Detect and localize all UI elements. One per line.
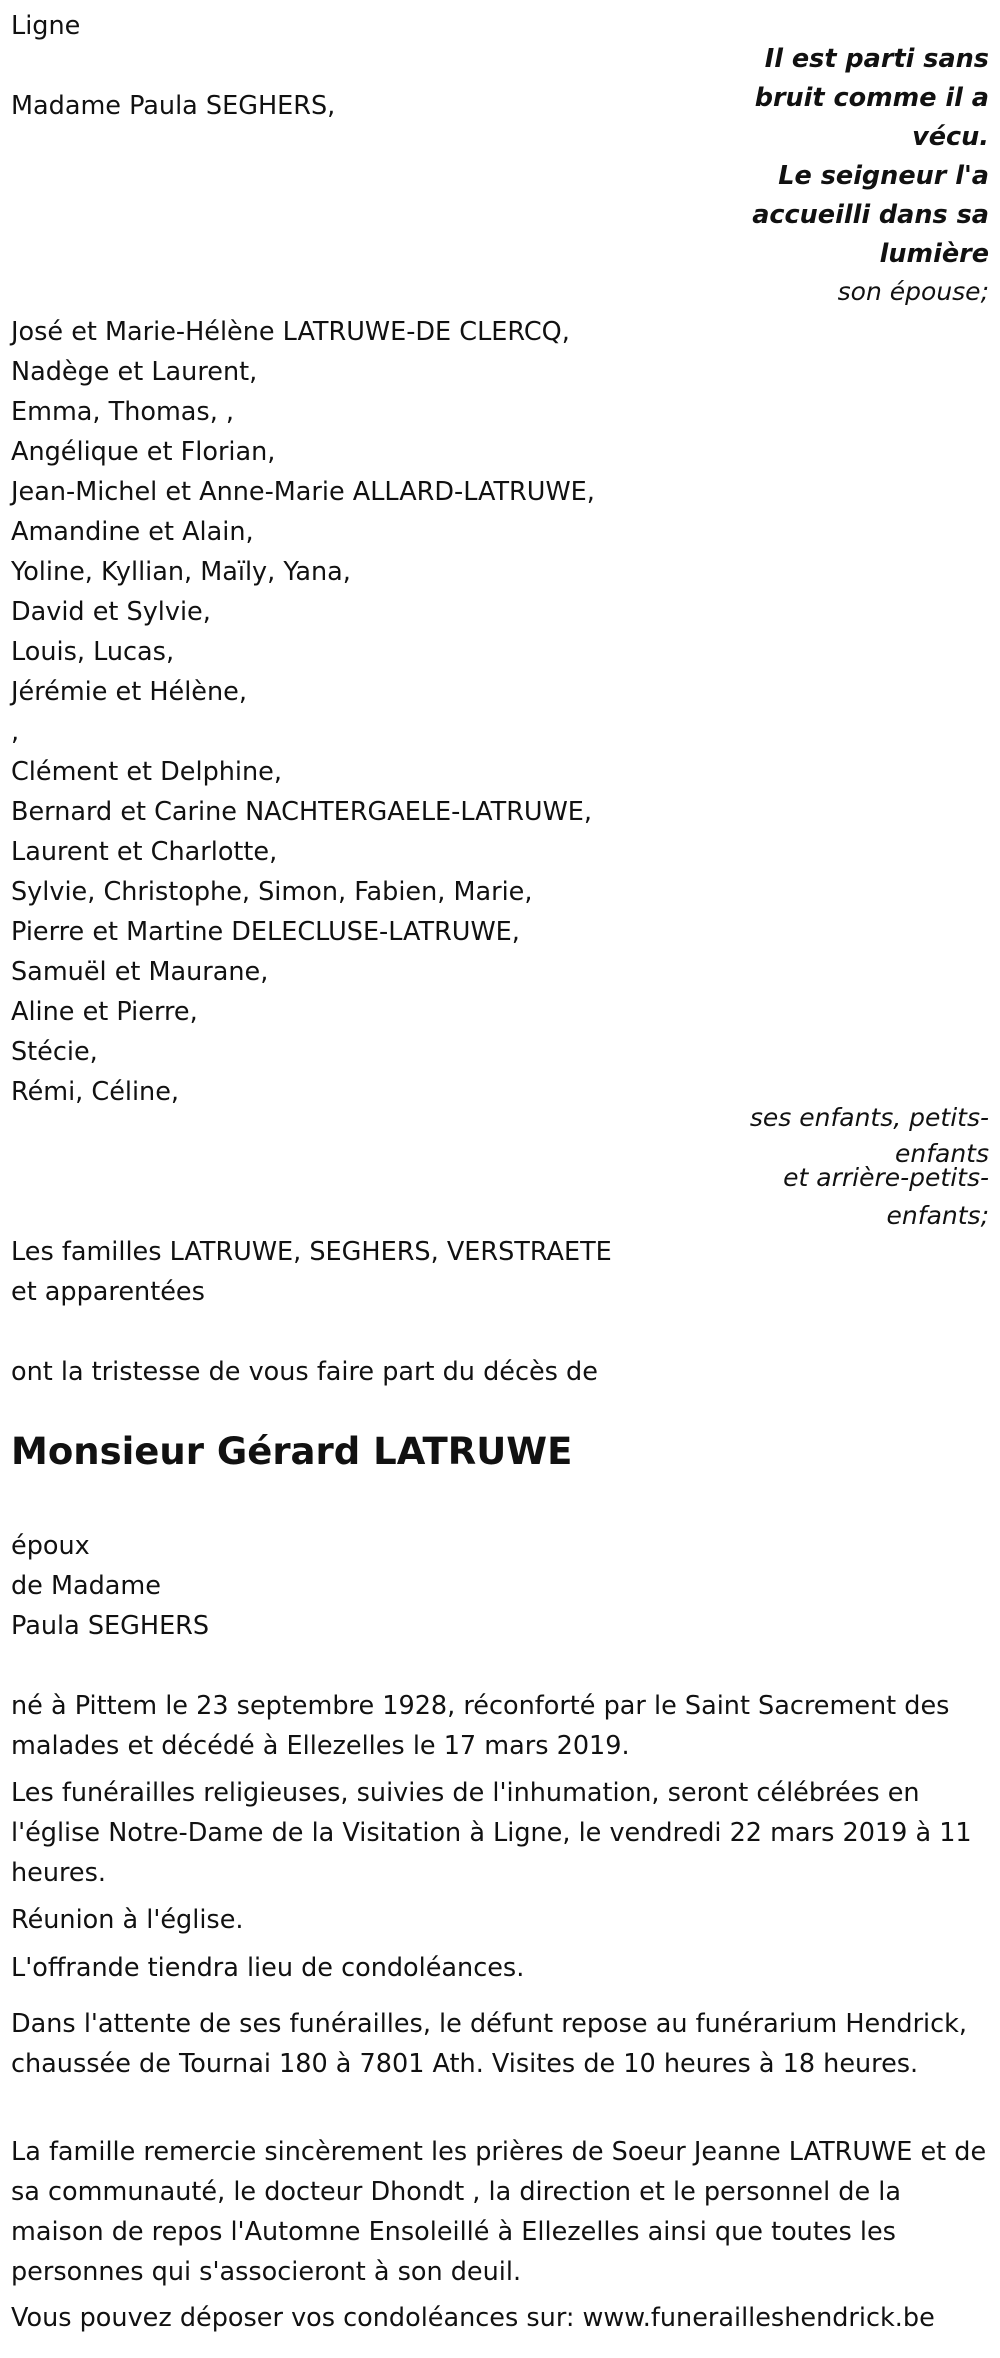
deceased-name: Monsieur Gérard LATRUWE [11, 1430, 573, 1473]
spouse-line-1: époux [11, 1531, 90, 1561]
list-item: Angélique et Florian, [11, 437, 276, 467]
quote-line-6: lumière [879, 239, 989, 269]
family-role-line-2: enfants [894, 1139, 989, 1168]
list-item: Emma, Thomas, , [11, 397, 235, 427]
quote-line-3: vécu. [912, 122, 989, 152]
spouse-line-2: de Madame [11, 1571, 161, 1601]
list-item: David et Sylvie, [11, 597, 211, 627]
list-item: Amandine et Alain, [11, 517, 254, 547]
list-item: Jean-Michel et Anne-Marie ALLARD-LATRUWE, [11, 477, 595, 507]
list-item: Clément et Delphine, [11, 757, 282, 787]
list-item: Rémi, Céline, [11, 1077, 180, 1107]
quote-line-2: bruit comme il a [754, 83, 989, 113]
funeral-paragraph: Les funérailles religieuses, suivies de l'inhumation, seront célébrées en l'église Notre-Dame de la Visitation à Ligne, le vendredi 22 mars 2019 à 11 heures. [11, 1778, 972, 1888]
family-role-line-1: ses enfants, petits- [749, 1103, 989, 1132]
family-role-line-4: enfants; [886, 1201, 989, 1230]
meeting-paragraph: Réunion à l'église. [11, 1905, 244, 1935]
spouse-line-3: Paula SEGHERS [11, 1611, 210, 1641]
announcement: ont la tristesse de vous faire part du décès de [11, 1357, 598, 1387]
families-line-1: Les familles LATRUWE, SEGHERS, VERSTRAETE [11, 1237, 612, 1267]
families-line-2: et apparentées [11, 1277, 205, 1307]
list-item: Louis, Lucas, [11, 637, 175, 667]
list-item: Bernard et Carine NACHTERGAELE-LATRUWE, [11, 797, 593, 827]
quote-line-5: accueilli dans sa [752, 200, 989, 230]
place-name: Ligne [11, 11, 81, 41]
list-item: , [11, 717, 20, 747]
list-item: Jérémie et Hélène, [11, 677, 247, 707]
condolences-paragraph: Vous pouvez déposer vos condoléances sur: www.funerailleshendrick.be [11, 2303, 935, 2333]
quote-line-4: Le seigneur l'a [778, 161, 989, 191]
birth-paragraph: né à Pittem le 23 septembre 1928, réconforté par le Saint Sacrement des malades et décédé à Ellezelles le 17 mars 2019. [11, 1691, 950, 1761]
widow-role: son épouse; [837, 277, 989, 306]
quote-line-1: Il est parti sans [764, 44, 989, 74]
family-list [11, 312, 595, 1112]
list-item: Samuël et Maurane, [11, 957, 269, 987]
list-item: Aline et Pierre, [11, 997, 198, 1027]
widow-name: Madame Paula SEGHERS, [11, 91, 336, 121]
offering-paragraph: L'offrande tiendra lieu de condoléances. [11, 1953, 525, 1983]
list-item: Sylvie, Christophe, Simon, Fabien, Marie, [11, 877, 533, 907]
thanks-paragraph: La famille remercie sincèrement les prières de Soeur Jeanne LATRUWE et de sa communauté, le docteur Dhondt , la direction et le personnel de la maison de repos l'Automne Ensoleillé à Ellezelles ainsi que toutes les personnes qui s'associeront à son deuil. [11, 2137, 987, 2287]
visits-paragraph: Dans l'attente de ses funérailles, le défunt repose au funérarium Hendrick, chaussée de Tournai 180 à 7801 Ath. Visites de 10 heures à 18 heures. [11, 2009, 968, 2079]
list-item: Pierre et Martine DELECLUSE-LATRUWE, [11, 917, 520, 947]
list-item: Yoline, Kyllian, Maïly, Yana, [11, 557, 351, 587]
list-item: Laurent et Charlotte, [11, 837, 278, 867]
list-item: Nadège et Laurent, [11, 357, 258, 387]
list-item: José et Marie-Hélène LATRUWE-DE CLERCQ, [11, 317, 570, 347]
family-role-line-3: et arrière-petits- [783, 1163, 989, 1192]
list-item: Stécie, [11, 1037, 98, 1067]
